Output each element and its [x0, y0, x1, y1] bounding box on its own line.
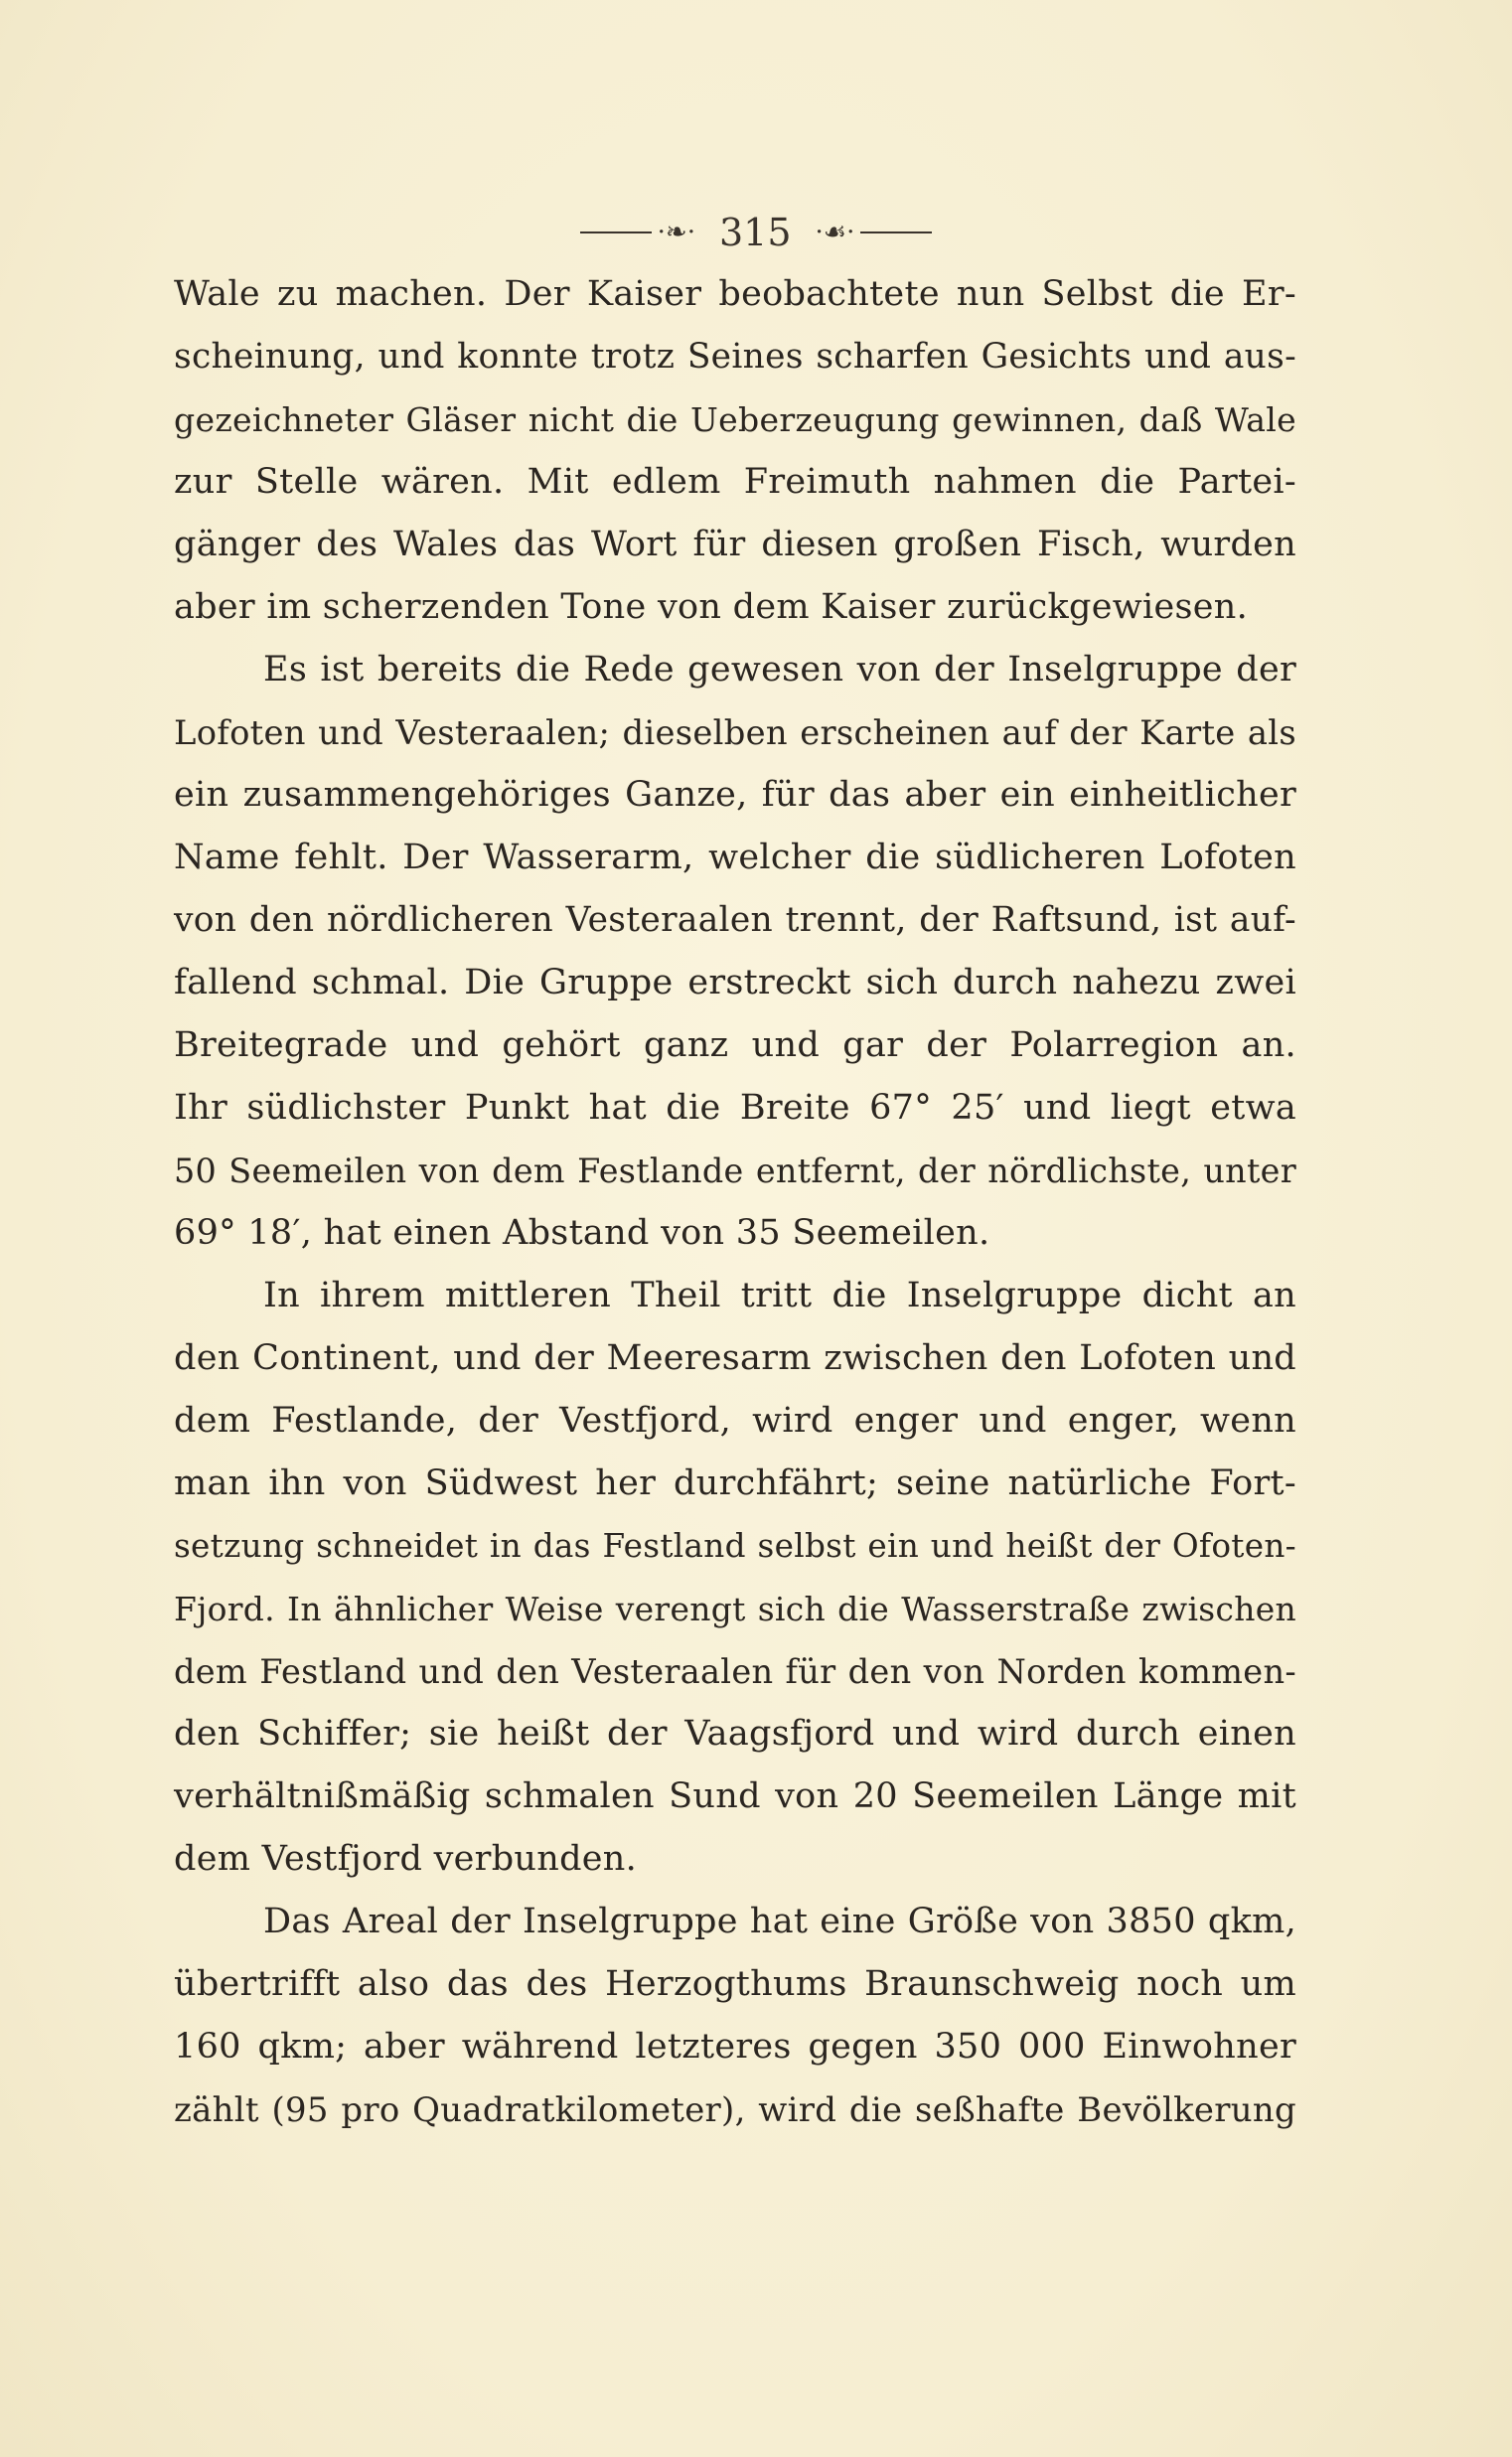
text-line: Wale zu machen. Der Kaiser beobachtete nun Selbst die Er- — [174, 274, 1296, 314]
page-body-text — [174, 263, 1296, 2141]
text-line: den Schiffer; sie heißt der Vaagsfjord und wird durch einen — [174, 1714, 1296, 1754]
page-header — [0, 211, 1512, 254]
text-line: 50 Seemeilen von dem Festlande entfernt, der nördlichste, unter — [174, 1152, 1296, 1190]
text-line: dem Vestfjord verbunden. — [174, 1839, 638, 1879]
ornament-left — [580, 218, 701, 247]
text-line: 160 qkm; aber während letzteres gegen 350 000 Einwohner — [174, 2027, 1296, 2067]
text-line: übertrifft also das des Herzogthums Braunschweig noch um — [174, 1964, 1296, 2004]
text-line: 69° 18′, hat einen Abstand von 35 Seemeilen. — [174, 1213, 990, 1253]
text-line: Das Areal der Inselgruppe hat eine Größe von 3850 qkm, — [263, 1902, 1296, 1941]
text-line: Breitegrade und gehört ganz und gar der Polarregion an. — [174, 1025, 1296, 1065]
text-line: Fjord. In ähnlicher Weise verengt sich die Wasserstraße zwischen — [174, 1590, 1296, 1628]
text-line: zählt (95 pro Quadratkilometer), wird die seßhafte Bevölkerung — [174, 2090, 1296, 2129]
text-line: Ihr südlichster Punkt hat die Breite 67° 25′ und liegt etwa — [174, 1088, 1296, 1128]
text-line: aber im scherzenden Tone von dem Kaiser zurückgewiesen. — [174, 587, 1249, 627]
text-line: ein zusammengehöriges Ganze, für das aber ein einheitlicher — [174, 775, 1296, 815]
text-line: gänger des Wales das Wort für diesen großen Fisch, wurden — [174, 525, 1296, 564]
text-line: scheinung, und konnte trotz Seines scharfen Gesichts und aus- — [174, 337, 1296, 377]
text-line: verhältnißmäßig schmalen Sund von 20 Seemeilen Länge mit — [174, 1776, 1296, 1816]
fleuron-right-icon: ·☙· — [815, 218, 855, 247]
page-number: 315 — [718, 211, 792, 254]
text-line: man ihn von Südwest her durchfährt; seine natürliche Fort- — [174, 1463, 1296, 1503]
header-rule-left — [580, 231, 652, 233]
ornament-right — [810, 218, 933, 247]
text-line: fallend schmal. Die Gruppe erstreckt sich durch nahezu zwei — [174, 963, 1296, 1002]
text-line: setzung schneidet in das Festland selbst ein und heißt der Ofoten- — [174, 1527, 1296, 1565]
text-line: Es ist bereits die Rede gewesen von der Inselgruppe der — [263, 650, 1296, 690]
text-line: Name fehlt. Der Wasserarm, welcher die südlicheren Lofoten — [174, 838, 1296, 877]
text-line: dem Festlande, der Vestfjord, wird enger und enger, wenn — [174, 1401, 1296, 1441]
text-line: den Continent, und der Meeresarm zwischen den Lofoten und — [174, 1338, 1296, 1378]
text-line: zur Stelle wären. Mit edlem Freimuth nahmen die Partei- — [174, 462, 1296, 502]
text-line: dem Festland und den Vesteraalen für den von Norden kommen- — [174, 1652, 1296, 1691]
header-rule-right — [860, 231, 932, 233]
text-line: Lofoten und Vesteraalen; dieselben erscheinen auf der Karte als — [174, 713, 1296, 752]
text-line: In ihrem mittleren Theil tritt die Inselgruppe dicht an — [263, 1276, 1296, 1315]
fleuron-left-icon: ·❧· — [657, 218, 695, 247]
text-line: von den nördlicheren Vesteraalen trennt, der Raftsund, ist auf- — [174, 900, 1296, 940]
text-line: gezeichneter Gläser nicht die Ueberzeugung gewinnen, daß Wale — [174, 400, 1296, 439]
